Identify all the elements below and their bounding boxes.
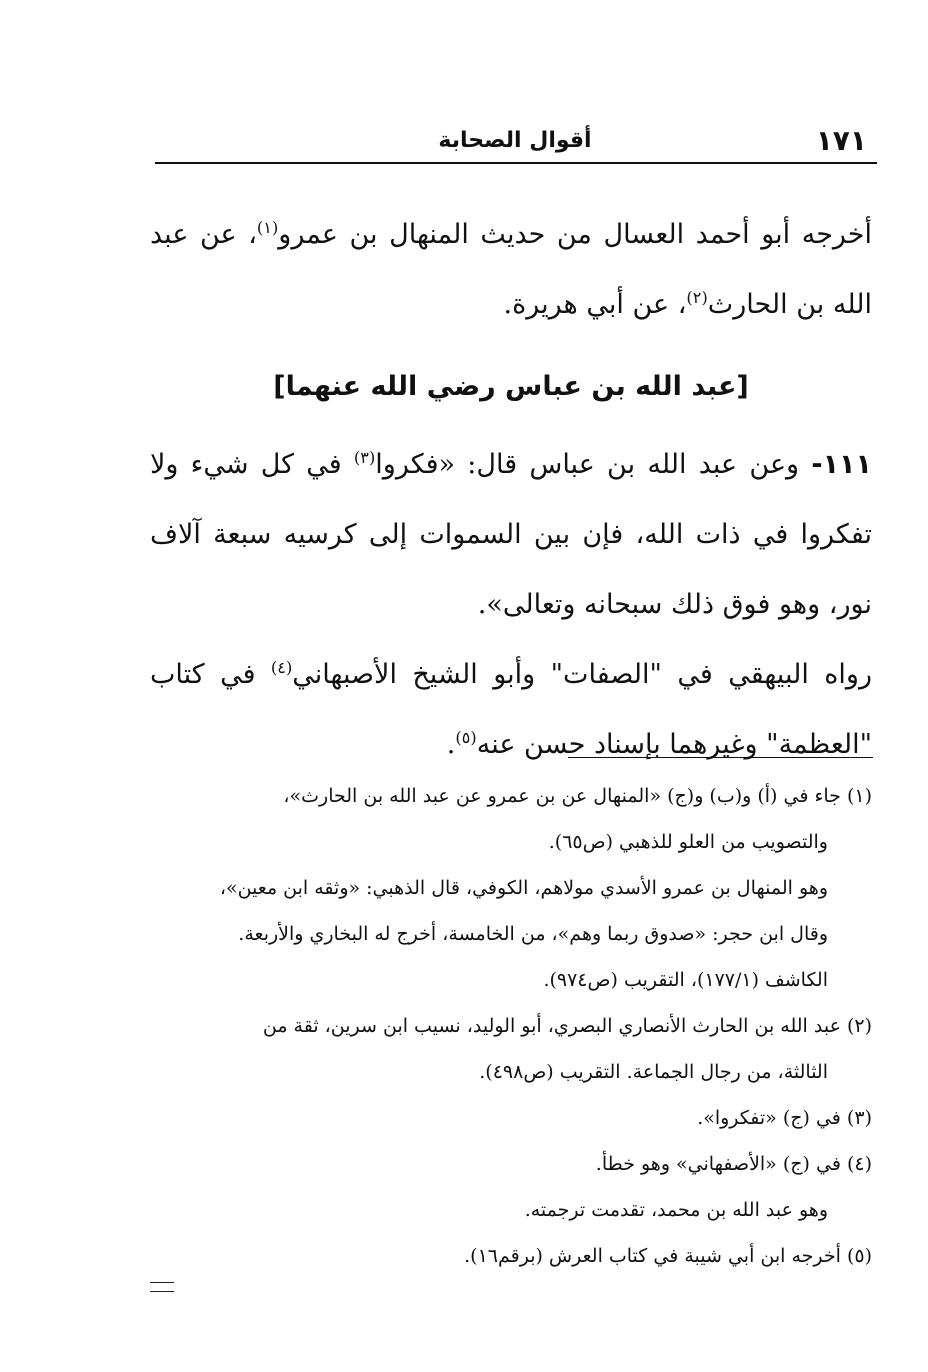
running-title: أقوال الصحابة — [438, 128, 592, 153]
text-span: أخرجه أبو أحمد العسال من حديث المنهال بن عمرو — [278, 219, 872, 250]
footnote-ref-5[interactable]: (٥) — [455, 728, 477, 747]
footnote-1-line-1: (١) جاء في (أ) و(ب) و(ج) «المنهال عن بن عمرو عن عبد الله بن الحارث»، — [283, 785, 872, 807]
footnote-4-line-2: وهو عبد الله بن محمد، تقدمت ترجمته. — [524, 1199, 828, 1221]
footnote-2-line-1: (٢) عبد الله بن الحارث الأنصاري البصري، أبو الوليد، نسيب ابن سرين، ثقة من — [262, 1015, 872, 1037]
hadith-paragraph — [150, 430, 872, 640]
footnotes — [150, 773, 872, 1279]
header-rule — [155, 162, 877, 164]
page-header — [155, 118, 875, 162]
text-span: ، عن أبي هريرة. — [503, 289, 687, 320]
footnote-separator — [568, 757, 873, 758]
hadith-number: ١١١- — [811, 449, 873, 480]
footnote-1-line-5: الكاشف (١٧٧/١)، التقريب (ص٩٧٤). — [543, 969, 828, 991]
text-span: ، عن عبد الله بن الحارث — [150, 219, 872, 320]
page-number: ١٧١ — [815, 124, 867, 157]
footnote-1-line-4: وقال ابن حجر: «صدوق ربما وهم»، من الخامسة، أخرج له البخاري والأربعة. — [238, 923, 828, 945]
footnote-5: (٥) أخرجه ابن أبي شيبة في كتاب العرش (برقم١٦). — [464, 1245, 872, 1267]
footnote-3: (٣) في (ج) «تفكروا». — [697, 1107, 872, 1129]
text-span: في كتاب "العظمة" وغيرهما بإسناد حسن عنه — [150, 659, 872, 760]
text-span: في كل شيء ولا تفكروا في ذات الله، فإن بين السموات إلى كرسيه سبعة آلاف نور، وهو فوق ذلك سبحانه وتعالى». — [150, 449, 872, 620]
footnote-2-line-2: الثالثة، من رجال الجماعة. التقريب (ص٤٩٨). — [479, 1061, 828, 1083]
footnote-4-line-1: (٤) في (ج) «الأصفهاني» وهو خطأ. — [595, 1153, 872, 1175]
footnote-1-line-2: والتصويب من العلو للذهبي (ص٦٥). — [548, 831, 828, 853]
paragraph-attribution — [150, 200, 872, 340]
paragraph-sources — [150, 640, 872, 780]
text-span: وعن عبد الله بن عباس قال: «فكروا — [375, 449, 812, 480]
footnote-1-line-3: وهو المنهال بن عمرو الأسدي مولاهم، الكوفي، قال الذهبي: «وثقه ابن معين»، — [219, 877, 828, 899]
footnote-ref-1[interactable]: (١) — [256, 218, 279, 237]
text-span: رواه البيهقي في "الصفات" وأبو الشيخ الأصبهاني — [292, 659, 872, 690]
main-text — [150, 200, 872, 780]
footnote-ref-2[interactable]: (٢) — [686, 288, 708, 307]
footnote-ref-3[interactable]: (٣) — [353, 448, 376, 467]
page-end-mark — [150, 1282, 174, 1292]
section-heading: [عبد الله بن عباس رضي الله عنهما] — [273, 371, 749, 402]
footnote-ref-4[interactable]: (٤) — [270, 658, 293, 677]
text-span: . — [446, 729, 456, 760]
